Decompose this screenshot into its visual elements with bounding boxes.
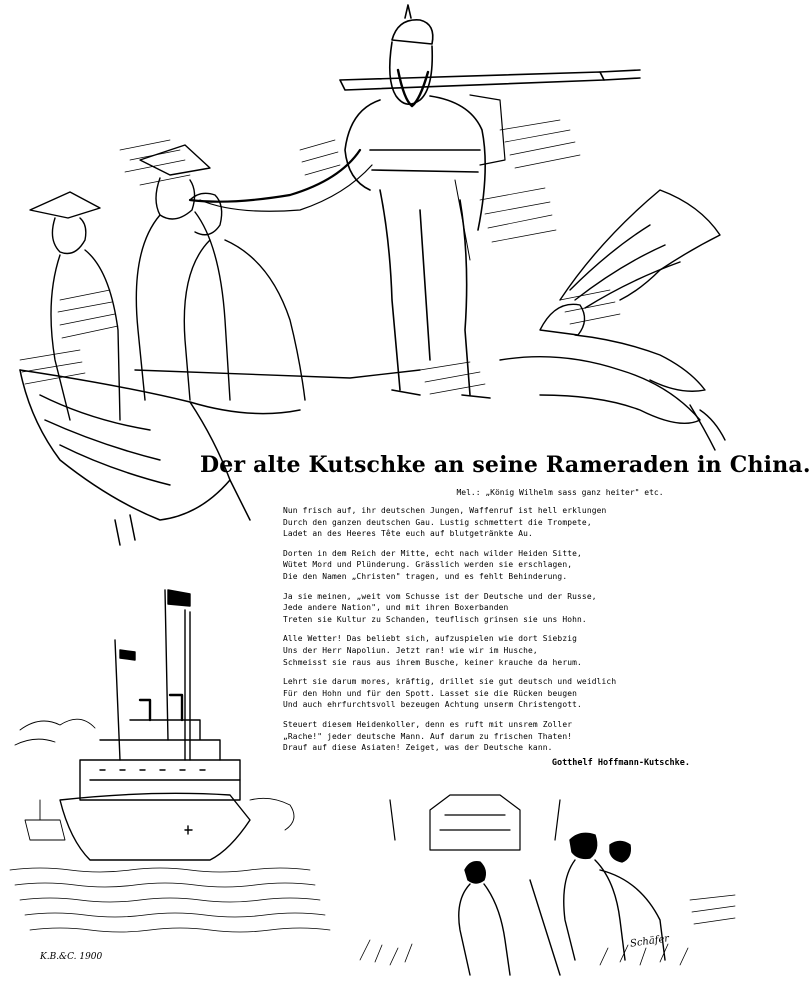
eagle-icon: [500, 190, 725, 450]
melody-note: Mel.: „König Wilhelm sass ganz heiter" etc.: [456, 488, 664, 497]
poem-line: Die den Namen „Christen" tragen, und es fehlt Behinderung.: [283, 571, 568, 581]
poem-line: Ladet an des Heeres Tête euch auf blutgetränkte Au.: [283, 529, 533, 539]
stanza-3: [283, 591, 708, 626]
poem-line: Alle Wetter! Das beliebt sich, aufzuspielen wie dort Siebzig: [283, 634, 578, 644]
stanza-2: [283, 548, 708, 583]
poem-line: Durch den ganzen deutschen Gau. Lustig schmettert die Trompete,: [283, 517, 592, 527]
poem-body: [283, 505, 708, 762]
artist-monogram: K.B.&C. 1900: [40, 952, 103, 962]
stanza-6: [283, 719, 708, 754]
poem-line: Dorten in dem Reich der Mitte, echt nach wilder Heiden Sitte,: [283, 548, 582, 558]
camp-illustration: [360, 795, 735, 975]
soldiers-group: [459, 833, 665, 975]
poem-line: Treten sie Kultur zu Schanden, teuflisch grinsen sie uns Hohn.: [283, 614, 587, 624]
poem-line: Nun frisch auf, ihr deutschen Jungen, Waffenruf ist hell erklungen: [283, 506, 607, 515]
poem-title: Der alte Kutschke an seine Rameraden in China.: [200, 452, 811, 478]
poem-line: Wütet Mord und Plünderung. Grässlich werden sie erschlagen,: [283, 560, 573, 570]
poem-line: Schmeisst sie raus aus ihrem Busche, keiner krauche da herum.: [283, 657, 582, 667]
sea-waves: [10, 868, 330, 932]
poem-line: Und auch ehrfurchtsvoll bezeugen Achtung unserm Christengott.: [283, 700, 582, 710]
soldier-figure: [340, 5, 640, 398]
background-hatching: [20, 120, 620, 394]
ship-illustration: [10, 590, 330, 932]
artist-signature: Schäfer: [629, 933, 670, 950]
stanza-4: [283, 633, 708, 668]
fortress-silhouette: [390, 795, 560, 850]
poem-line: Lehrt sie darum mores, kräftig, drillet sie gut deutsch und weidlich: [283, 677, 617, 687]
author-signature: Gotthelf Hoffmann-Kutschke.: [551, 758, 690, 768]
ship-icon: [60, 590, 250, 860]
poem-line: Jede andere Nation", und mit ihren Boxerbanden: [283, 603, 509, 613]
poem-line: Steuert diesem Heidenkoller, denn es ruft mit unsrem Zoller: [283, 719, 573, 729]
poem-line: „Rache!" jeder deutsche Mann. Auf darum zu frischen Thaten!: [283, 731, 573, 741]
prisoner-figures: [30, 145, 420, 420]
poem-line: Uns der Herr Napoliun. Jetzt ran! wie wir im Husche,: [283, 645, 538, 655]
poem-line: Ja sie meinen, „weit vom Schusse ist der Deutsche und der Russe,: [283, 591, 597, 601]
poem-line: Für den Hohn und für den Spott. Lasset sie die Rücken beugen: [283, 688, 578, 698]
stanza-1: [283, 505, 708, 540]
camp-grass-hatching: [360, 895, 735, 965]
poem-line: Drauf auf diese Asiaten! Zeiget, was der Deutsche kann.: [283, 743, 553, 753]
stanza-5: [283, 676, 708, 711]
